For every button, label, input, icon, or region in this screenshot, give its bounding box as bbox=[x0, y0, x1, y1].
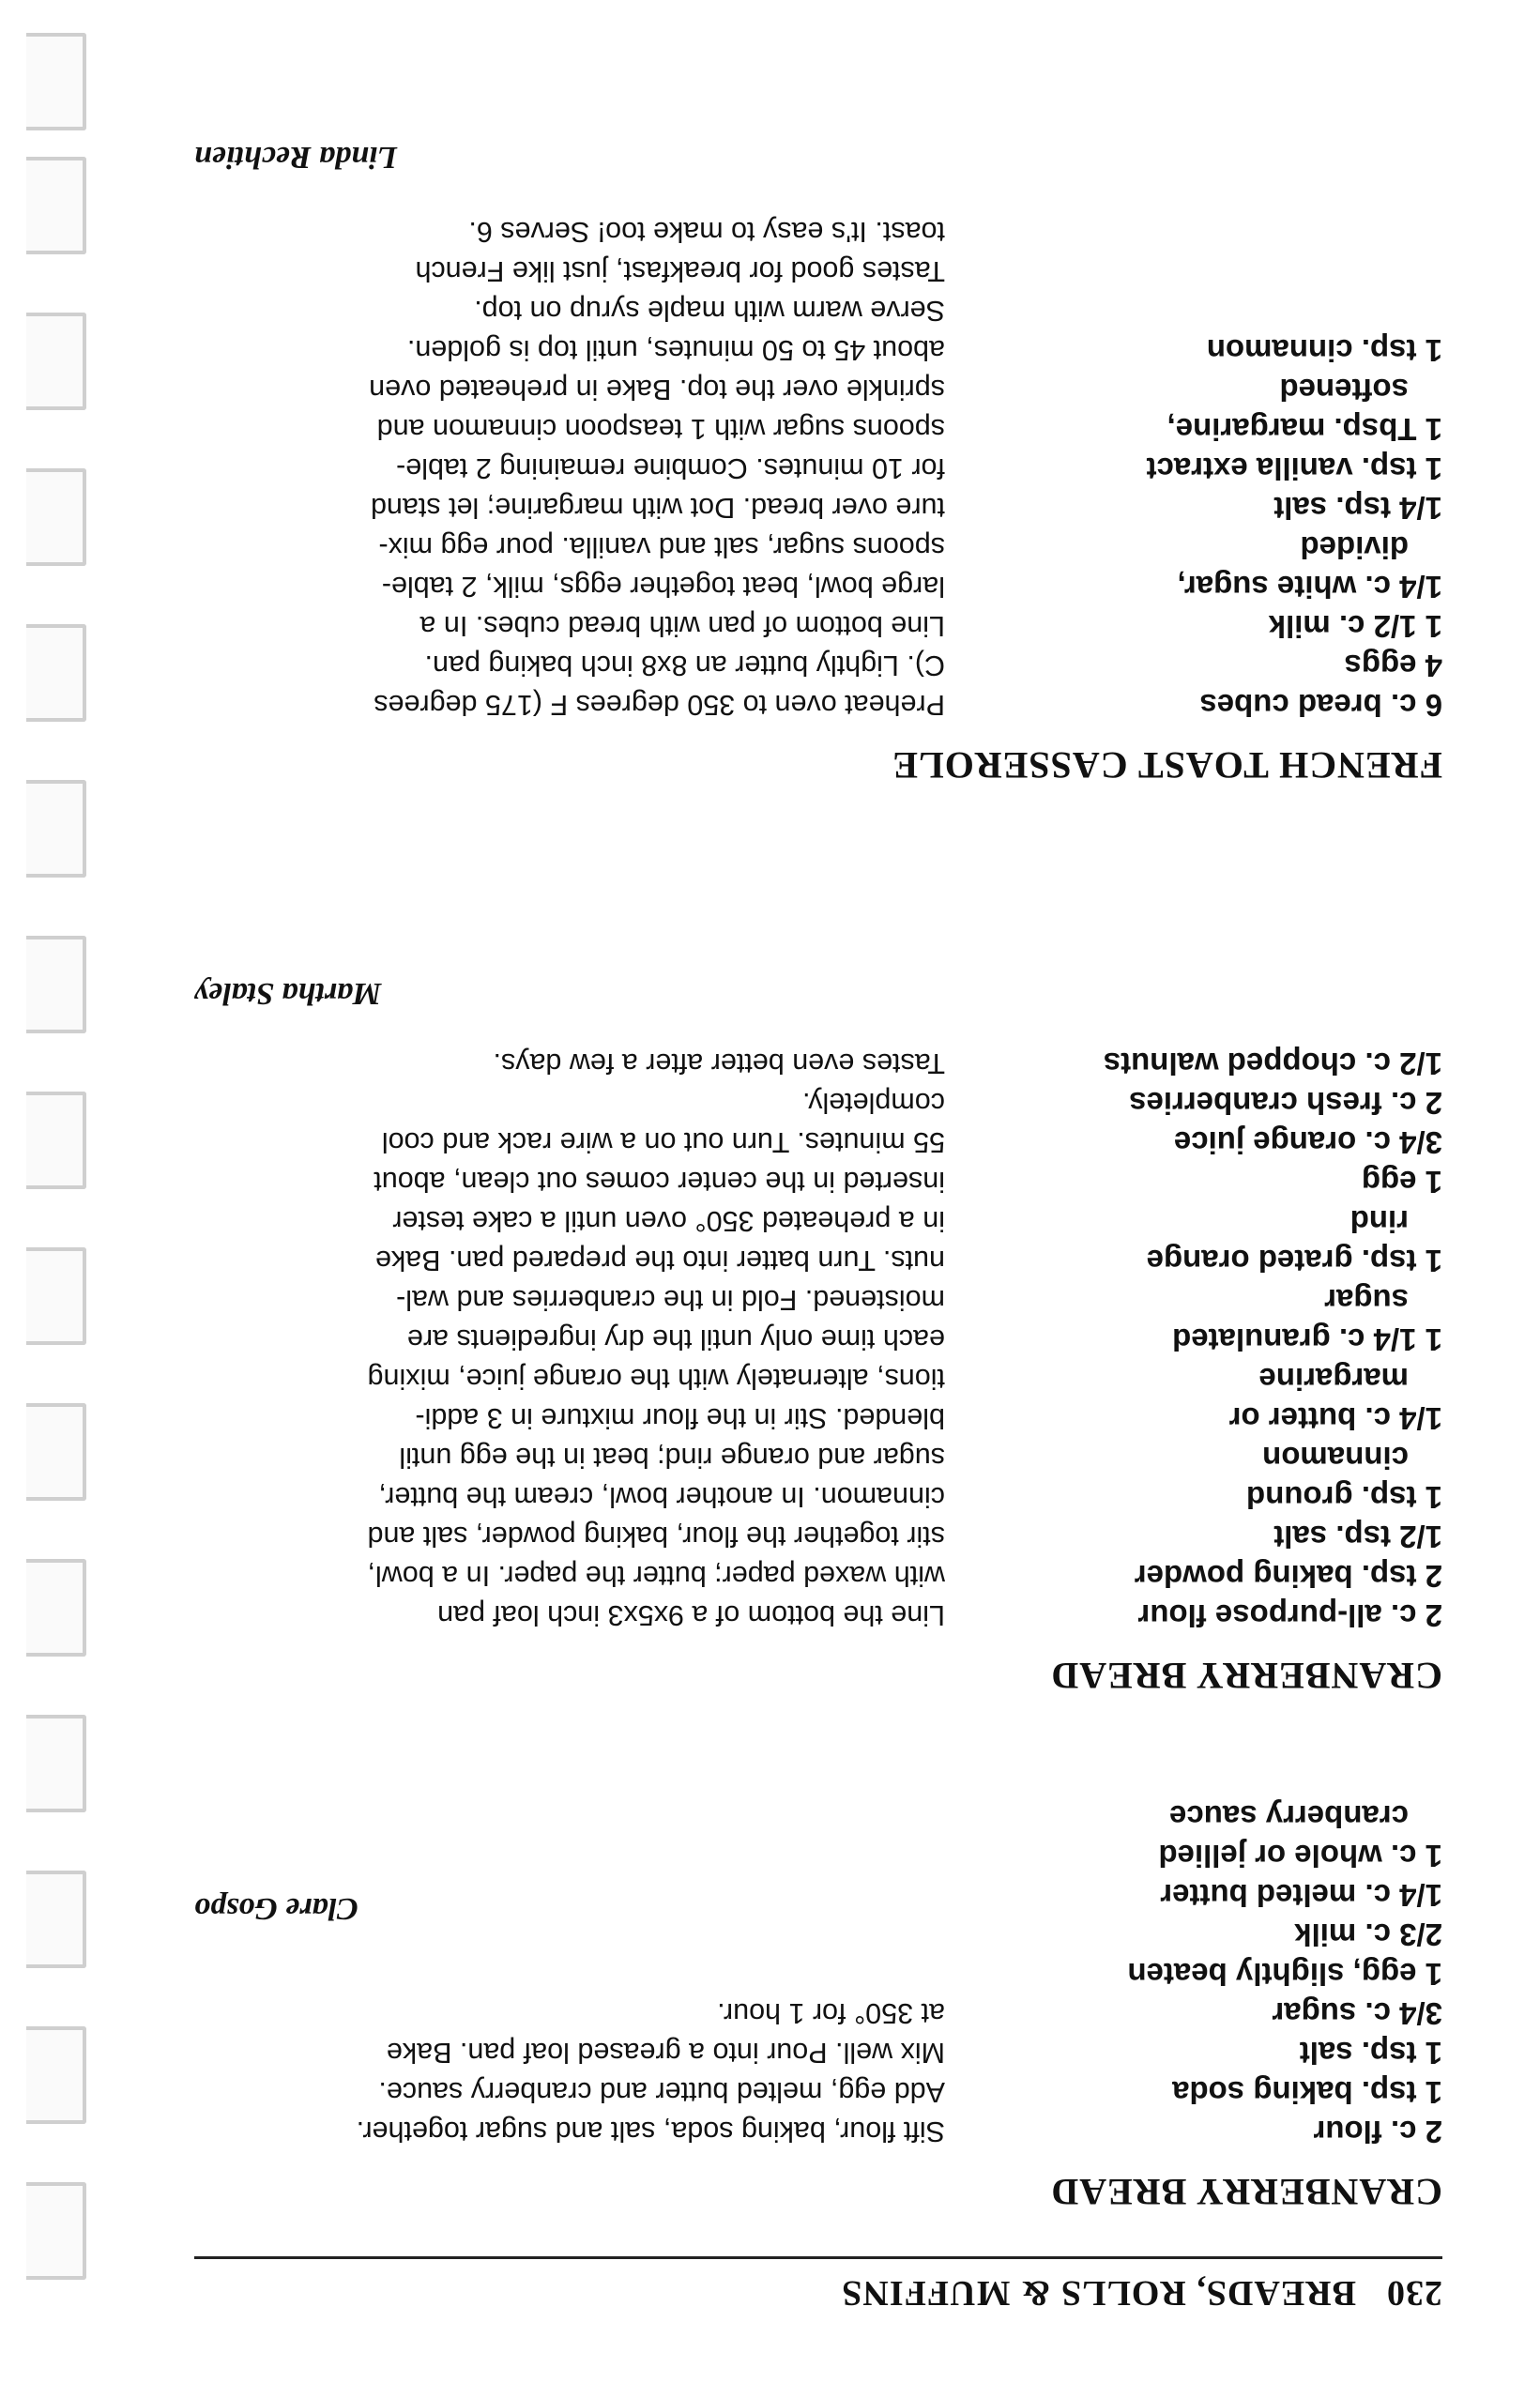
recipe-author: Clare Gospo bbox=[194, 1891, 358, 1926]
direction-line: moistened. Fold in the cranberries and wal- bbox=[396, 1284, 945, 1316]
binding-hole bbox=[26, 936, 86, 1033]
recipe-title: FRENCH TOAST CASSEROLE bbox=[892, 744, 1442, 787]
ingredient: sugar bbox=[1324, 1283, 1409, 1318]
direction-line: with waxed paper; butter the paper. In a bowl, bbox=[367, 1560, 945, 1592]
direction-line: Preheat oven to 350 degrees F (175 degrees bbox=[374, 689, 945, 721]
direction-line: spoons sugar, salt and vanilla. pour egg mix- bbox=[378, 531, 945, 563]
direction-line: spoons sugar with 1 teaspoon cinnamon and bbox=[376, 413, 945, 445]
ingredient-list bbox=[1001, 330, 1442, 725]
ingredient: 1 Tbsp. margarine, bbox=[1166, 412, 1442, 447]
section-title: BREADS, ROLLS & MUFFINS bbox=[841, 2273, 1356, 2313]
direction-line: about 45 to 50 minutes, until top is golden. bbox=[406, 334, 945, 366]
binding-holes bbox=[0, 0, 103, 2383]
direction-line: each time only until the dry ingredients are bbox=[406, 1323, 945, 1355]
ingredient: 6 c. bread cubes bbox=[1199, 688, 1442, 723]
direction-line: completely. bbox=[802, 1087, 945, 1119]
ingredient: 3/4 c. orange juice bbox=[1173, 1125, 1442, 1160]
ingredient: 1 1/4 c. granulated bbox=[1172, 1322, 1442, 1357]
binding-hole bbox=[26, 624, 86, 722]
direction-line: sugar and orange rind; beat in the egg until bbox=[399, 1442, 945, 1474]
ingredient: margarine bbox=[1258, 1362, 1409, 1397]
binding-hole bbox=[26, 468, 86, 566]
direction-line: Tastes even better after a few days. bbox=[493, 1047, 945, 1079]
binding-hole bbox=[26, 1715, 86, 1812]
ingredient: cranberry sauce bbox=[1169, 1799, 1409, 1834]
ingredient: 1 egg bbox=[1361, 1165, 1442, 1199]
direction-line: Tastes good for breakfast, just like French bbox=[415, 255, 945, 287]
recipe-title: CRANBERRY BREAD bbox=[1050, 2171, 1442, 2213]
ingredient: divided bbox=[1300, 530, 1409, 565]
binding-hole bbox=[26, 1247, 86, 1345]
directions bbox=[194, 1993, 945, 2151]
binding-hole bbox=[26, 157, 86, 254]
direction-line: nuts. Turn batter into the prepared pan. Bake bbox=[374, 1245, 945, 1276]
binding-hole bbox=[26, 313, 86, 410]
direction-line: in a preheated 350° oven until a cake tester bbox=[392, 1205, 945, 1237]
ingredient: 2 c. all-purpose flour bbox=[1137, 1598, 1442, 1633]
direction-line: 55 minutes. Turn out on a wire rack and cool bbox=[381, 1126, 945, 1158]
ingredient: 2 c. flour bbox=[1313, 2115, 1442, 2149]
direction-line: inserted in the center comes out clean, about bbox=[374, 1166, 945, 1198]
binding-hole bbox=[26, 780, 86, 878]
header-rule bbox=[194, 2256, 1442, 2259]
direction-line: ture over bread. Dot with margarine; let stand bbox=[371, 492, 945, 524]
ingredient: 1 tsp. salt bbox=[1299, 2036, 1442, 2070]
ingredient: 1 tsp. vanilla extract bbox=[1146, 451, 1442, 486]
direction-line: for 10 minutes. Combine remaining 2 table- bbox=[396, 452, 945, 484]
recipe-title: CRANBERRY BREAD bbox=[1050, 1655, 1442, 1697]
direction-line: stir together the flour, baking powder, salt and bbox=[367, 1520, 945, 1552]
ingredient: 1/4 tsp. salt bbox=[1273, 491, 1442, 526]
direction-line: blended. Stir in the flour mixture in 3 addi- bbox=[415, 1402, 945, 1434]
recipe-author: Martha Staley bbox=[194, 976, 382, 1011]
recipe-cranberry-bread-2 bbox=[194, 976, 1442, 1698]
ingredient: 1 tsp. cinnamon bbox=[1206, 333, 1442, 368]
direction-line: Serve warm with maple syrup on top. bbox=[474, 295, 945, 327]
ingredient: 1/4 c. white sugar, bbox=[1177, 570, 1442, 604]
ingredient: softened bbox=[1279, 373, 1409, 407]
direction-line: toast. It's easy to make too! Serves 6. bbox=[468, 216, 945, 248]
ingredient: cinnamon bbox=[1262, 1441, 1409, 1475]
recipe-cranberry-bread-1 bbox=[194, 1799, 1442, 2214]
binding-hole bbox=[26, 2182, 86, 2280]
recipe-author: Linda Rechtien bbox=[194, 140, 398, 175]
binding-hole bbox=[26, 1403, 86, 1501]
ingredient: 1/2 tsp. salt bbox=[1273, 1520, 1442, 1554]
page-number: 230 bbox=[1386, 2273, 1442, 2313]
binding-hole bbox=[26, 1092, 86, 1189]
direction-line: Mix well. Pour into a greased loaf pan. Bake bbox=[386, 2037, 945, 2069]
direction-line: Add egg, melted butter and cranberry sauce. bbox=[378, 2076, 945, 2108]
direction-line: cinnamon. In another bowl, cream the butter, bbox=[378, 1481, 945, 1513]
ingredient: 2 tsp. baking powder bbox=[1134, 1559, 1442, 1594]
ingredient: 1 tsp. ground bbox=[1246, 1480, 1442, 1515]
ingredient: 4 eggs bbox=[1344, 649, 1442, 683]
ingredient: 1/4 c. melted butter bbox=[1160, 1878, 1442, 1913]
binding-hole bbox=[26, 33, 86, 130]
direction-line: Sift flour, baking soda, salt and sugar together. bbox=[356, 2116, 945, 2147]
ingredient: 1 egg, slightly beaten bbox=[1127, 1957, 1442, 1992]
binding-hole bbox=[26, 1559, 86, 1657]
ingredient: 1 c. whole or jellied bbox=[1158, 1839, 1442, 1873]
direction-line: large bowl, beat together eggs, milk, 2 table- bbox=[381, 571, 945, 603]
direction-line: Line bottom of pan with bread cubes. In a bbox=[419, 610, 945, 642]
direction-line: at 350° for 1 hour. bbox=[717, 1997, 945, 2029]
ingredient: rind bbox=[1349, 1204, 1409, 1239]
ingredient: 1/4 c. butter or bbox=[1228, 1401, 1442, 1436]
direction-line: sprinkle over the top. Bake in preheated oven bbox=[369, 374, 945, 405]
ingredient: 2 c. fresh cranberries bbox=[1129, 1086, 1442, 1121]
ingredient: 1 tsp. grated orange bbox=[1146, 1244, 1442, 1278]
direction-line: C). Lightly butter an 8x8 inch baking pan. bbox=[424, 649, 945, 681]
directions bbox=[194, 1044, 945, 1635]
binding-hole bbox=[26, 1871, 86, 1968]
ingredient: 3/4 c. sugar bbox=[1272, 1996, 1442, 2031]
ingredient-list bbox=[1001, 1796, 1442, 2151]
direction-line: tions, alternately with the orange juice, mixing bbox=[367, 1363, 945, 1395]
binding-hole bbox=[26, 2026, 86, 2124]
ingredient: 1 tsp. baking soda bbox=[1172, 2075, 1442, 2110]
recipe-french-toast-casserole bbox=[194, 140, 1442, 787]
direction-line: Line the bottom of a 9x5x3 inch loaf pan bbox=[437, 1599, 945, 1631]
ingredient-list bbox=[1001, 1044, 1442, 1635]
page-header bbox=[194, 2272, 1442, 2314]
directions bbox=[194, 212, 945, 725]
ingredient: 1 1/2 c. milk bbox=[1268, 609, 1442, 644]
ingredient: 2/3 c. milk bbox=[1294, 1917, 1442, 1952]
ingredient: 1/2 c. chopped walnuts bbox=[1103, 1046, 1442, 1081]
